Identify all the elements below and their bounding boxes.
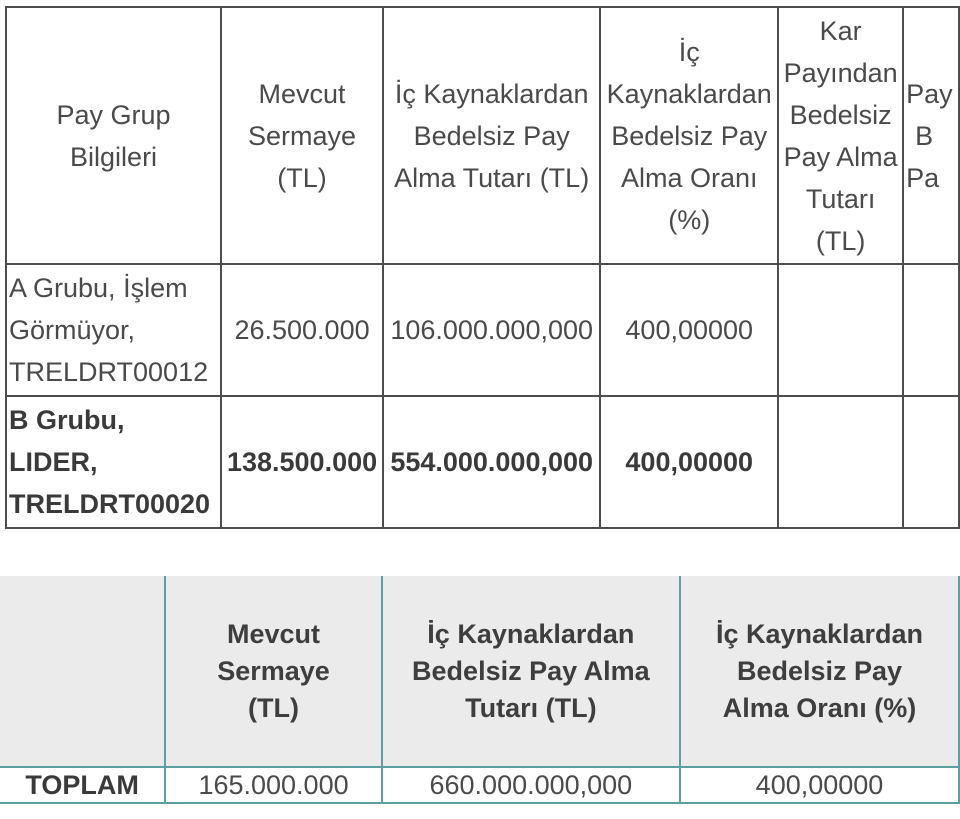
header-line: Pa <box>906 162 940 193</box>
header-line: Bedelsiz Pay <box>611 120 768 151</box>
header-line: Alma Tutarı (TL) <box>394 162 590 193</box>
cell-line: B Grubu, <box>9 405 125 435</box>
header-line: Alma Oranı <box>620 162 758 193</box>
header-line: Bedelsiz Pay Alma <box>412 655 650 686</box>
cell-profit-bonus <box>778 264 903 396</box>
header-line: Bedelsiz Pay <box>413 120 570 151</box>
header-line: Kaynaklardan <box>606 78 772 109</box>
cell-line: A Grubu, İşlem <box>9 273 188 303</box>
table-header-row <box>6 7 959 264</box>
cell-line: TRELDRT00020 <box>9 489 211 519</box>
cell-line: LIDER, <box>9 447 98 477</box>
header-line: Pay Alma <box>783 141 898 172</box>
cell-profit-bonus <box>778 396 903 528</box>
header-line: Mevcut <box>227 618 321 649</box>
cell-extra <box>903 396 959 528</box>
share-group-table <box>5 6 960 529</box>
header-line: (TL) <box>815 225 866 256</box>
header-line: Bedelsiz <box>789 99 892 130</box>
header-pay-grup-bilgileri <box>6 7 221 264</box>
header-line: (TL) <box>277 162 327 193</box>
table-row <box>6 264 959 396</box>
cell-bonus-ratio: 400,00000 <box>600 396 778 528</box>
header-bedelsiz-oran <box>600 7 778 264</box>
cell-group-info <box>6 264 221 396</box>
cell-capital: 138.500.000 <box>221 396 383 528</box>
cell-line: TRELDRT00012 <box>9 357 209 387</box>
header-line: Pay <box>906 78 953 109</box>
header-mevcut-sermaye <box>221 7 383 264</box>
header-blank <box>0 576 165 767</box>
header-line: Mevcut <box>258 78 346 109</box>
header-truncated-column <box>903 7 959 264</box>
total-bonus-amount: 660.000.000,000 <box>382 767 680 803</box>
header-line: Pay Grup <box>56 99 171 130</box>
header-bedelsiz-oran <box>680 576 959 767</box>
cell-bonus-amount: 554.000.000,000 <box>383 396 600 528</box>
header-line: Payından <box>783 57 898 88</box>
header-line: Bedelsiz Pay <box>736 655 903 686</box>
header-line: Alma Oranı (%) <box>722 692 917 723</box>
header-line: (%) <box>668 204 711 235</box>
header-line: İç <box>678 36 700 67</box>
header-line: Tutarı <box>805 183 876 214</box>
header-line: (TL) <box>248 692 300 723</box>
header-kar-payindan-tutar <box>778 7 903 264</box>
header-line: İç Kaynaklardan <box>715 618 924 649</box>
cell-bonus-amount: 106.000.000,000 <box>383 264 600 396</box>
total-table <box>0 576 960 804</box>
total-label: TOPLAM <box>0 767 165 803</box>
header-mevcut-sermaye <box>165 576 381 767</box>
total-header-row <box>0 576 959 767</box>
cell-group-info <box>6 396 221 528</box>
header-line: Sermaye <box>217 655 330 686</box>
total-bonus-ratio: 400,00000 <box>680 767 959 803</box>
header-line: B <box>915 120 934 151</box>
header-line: İç Kaynaklardan <box>394 78 589 109</box>
cell-line: Görmüyor, <box>9 315 136 345</box>
header-bedelsiz-tutar <box>382 576 680 767</box>
total-capital: 165.000.000 <box>165 767 381 803</box>
cell-extra <box>903 264 959 396</box>
header-line: Kar <box>819 15 862 46</box>
header-line: Bilgileri <box>70 141 158 172</box>
table-row <box>6 396 959 528</box>
header-line: Tutarı (TL) <box>465 692 597 723</box>
header-line: Sermaye <box>248 120 357 151</box>
header-bedelsiz-tutar <box>383 7 600 264</box>
header-line: İç Kaynaklardan <box>427 618 635 649</box>
cell-capital: 26.500.000 <box>221 264 383 396</box>
cell-bonus-ratio: 400,00000 <box>600 264 778 396</box>
total-row <box>0 767 959 803</box>
